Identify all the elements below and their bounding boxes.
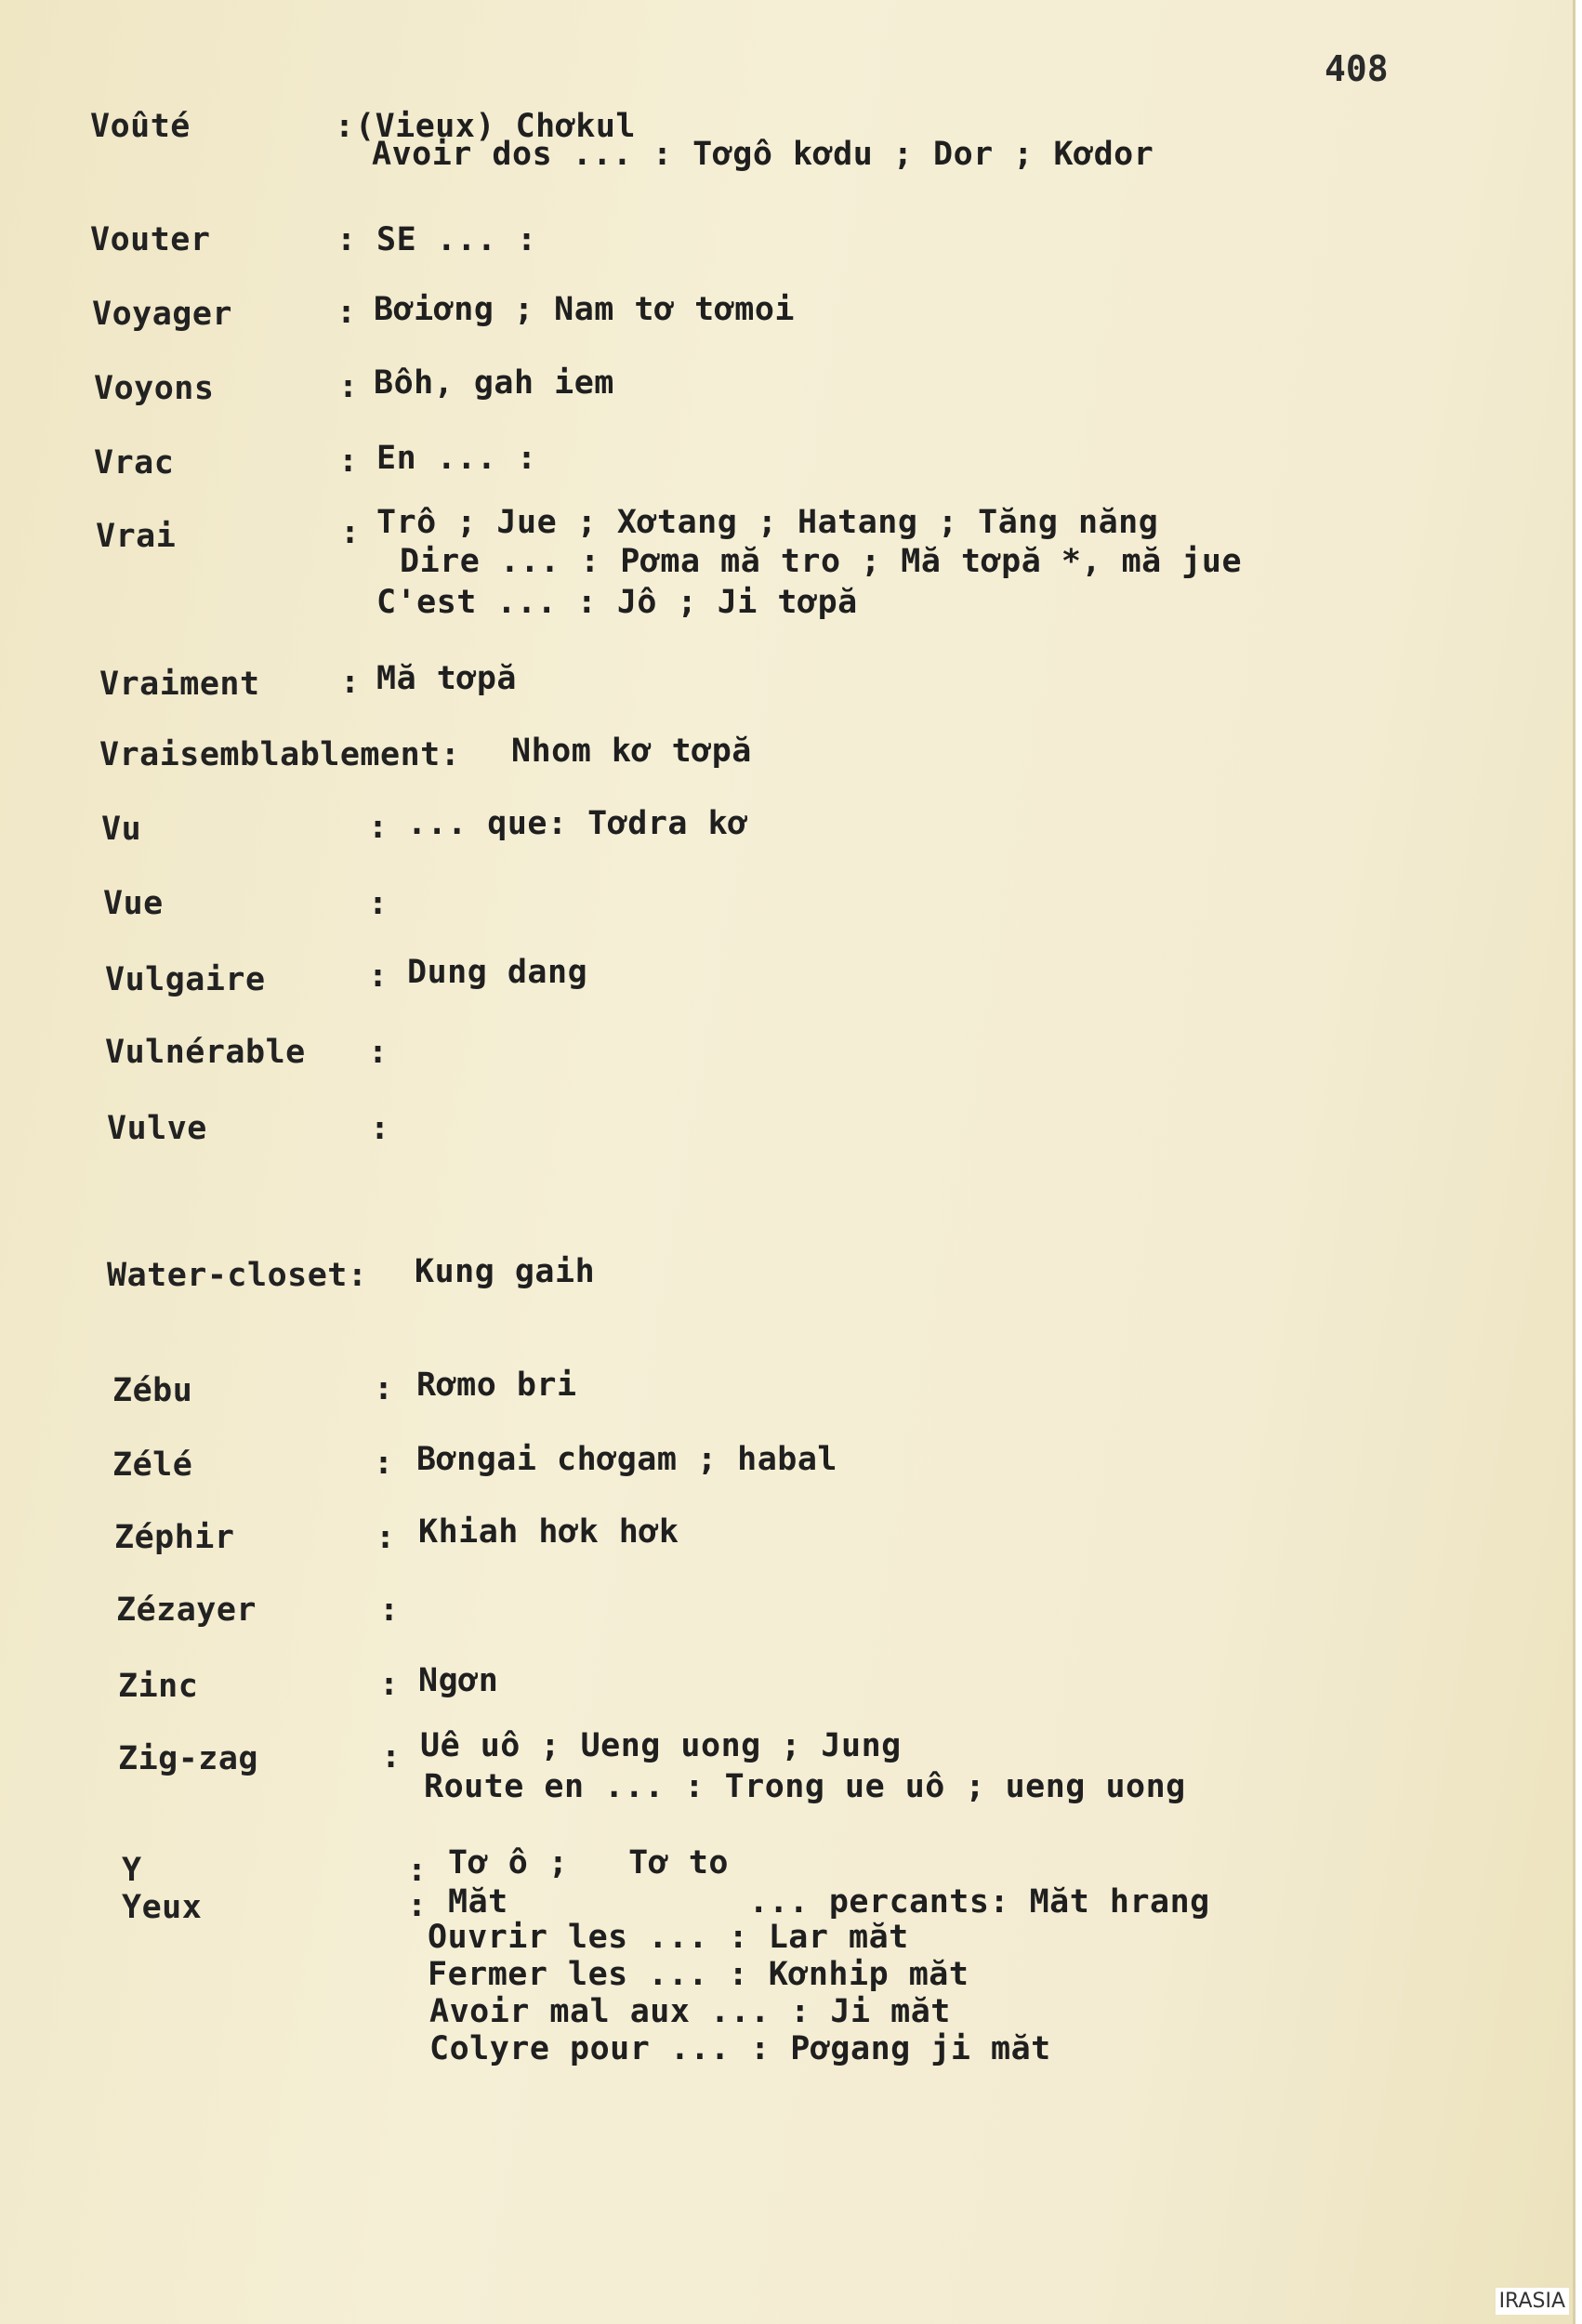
entry-term-zinc: Zinc xyxy=(118,1668,199,1705)
entry-separator: : xyxy=(368,957,389,995)
entry-subline: Avoir mal aux ... : Ji măt xyxy=(429,1993,951,2030)
entry-separator: : xyxy=(368,809,389,846)
page-number: 408 xyxy=(1325,48,1389,89)
entry-definition: Rơmo bri xyxy=(416,1367,577,1404)
entry-term-zele: Zélé xyxy=(112,1446,193,1484)
entry-separator: : xyxy=(368,885,389,922)
entry-separator: : xyxy=(379,1591,400,1629)
entry-separator: : xyxy=(374,1445,394,1482)
entry-definition: ... que: Tơdra kơ xyxy=(407,805,748,842)
entry-definition: Ngơn xyxy=(418,1662,499,1699)
entry-definition: Bôh, gah iem xyxy=(374,364,614,402)
entry-separator: : xyxy=(381,1738,402,1776)
entry-separator: : xyxy=(376,1519,396,1556)
entry-separator: : xyxy=(368,1034,389,1071)
entry-term-vrai: Vrai xyxy=(96,518,177,555)
entry-separator: : xyxy=(338,442,359,480)
entry-separator: : xyxy=(338,368,359,405)
entry-term-water-closet: Water-closet: xyxy=(107,1257,368,1294)
entry-definition: Nhom kơ tơpă xyxy=(511,733,752,770)
entry-definition: Mă tơpă xyxy=(376,660,518,697)
entry-separator: : xyxy=(407,1852,428,1889)
entry-definition: Uê uô ; Ueng uong ; Jung xyxy=(420,1727,902,1764)
entry-term-vouter: Vouter xyxy=(90,221,211,258)
entry-separator: : xyxy=(336,294,357,331)
entry-definition: SE ... : xyxy=(376,221,537,258)
entry-term-vrac: Vrac xyxy=(94,444,175,482)
entry-term-zephir: Zéphir xyxy=(114,1519,235,1556)
entry-definition: (Vieux) Chơkul xyxy=(355,108,637,145)
entry-subline: Fermer les ... : Kơnhip măt xyxy=(428,1956,969,1993)
entry-definition: Tơ ô ; Tơ to xyxy=(448,1844,730,1882)
entry-term-vu: Vu xyxy=(101,811,142,848)
entry-term-voyager: Voyager xyxy=(92,296,233,333)
entry-term-voyons: Voyons xyxy=(94,370,215,407)
entry-separator: : xyxy=(340,514,361,551)
entry-separator: : xyxy=(340,664,361,701)
entry-term-vulgaire: Vulgaire xyxy=(105,961,266,998)
entry-subline: Avoir dos ... : Tơgô kơdu ; Dor ; Kơdor xyxy=(372,136,1154,173)
entry-term-zezayer: Zézayer xyxy=(116,1591,257,1629)
entry-term-zig-zag: Zig-zag xyxy=(118,1740,259,1777)
watermark: IRASIA xyxy=(1496,2288,1569,2315)
entry-separator: : xyxy=(370,1110,390,1147)
entry-term-vue: Vue xyxy=(103,885,164,922)
entry-definition: En ... : xyxy=(376,440,537,477)
entry-term-yeux: Yeux xyxy=(122,1889,203,1926)
entry-term-vraisemblablement: Vraisemblablement: xyxy=(99,736,461,773)
entry-subline: Dire ... : Pơma mă tro ; Mă tơpă *, mă jue xyxy=(400,543,1243,580)
entry-term-vulve: Vulve xyxy=(107,1110,207,1147)
entry-separator: : xyxy=(379,1666,400,1703)
entry-subline: C'est ... : Jô ; Ji tơpă xyxy=(376,584,858,621)
entry-definition: Trô ; Jue ; Xơtang ; Hatang ; Tăng năng xyxy=(376,504,1159,541)
entry-definition: Khiah hơk hơk xyxy=(418,1513,679,1551)
entry-definition: Kung gaih xyxy=(415,1253,596,1290)
entry-term-vulnerable: Vulnérable xyxy=(105,1034,306,1071)
entry-term-voute: Voûté xyxy=(90,108,191,145)
entry-subline: Route en ... : Trong ue uô ; ueng uong xyxy=(424,1768,1186,1805)
entry-definition: Bơiơng ; Nam tơ tơmoi xyxy=(374,291,796,328)
entry-definition: Bơngai chơgam ; habal xyxy=(416,1441,838,1478)
entry-subline: Ouvrir les ... : Lar măt xyxy=(428,1919,909,1956)
entry-term-vraiment: Vraiment xyxy=(99,666,260,703)
entry-definition: Măt ... percants: Măt hrang xyxy=(448,1883,1210,1921)
entry-definition: Dung dang xyxy=(407,954,588,991)
entry-subline: Colyre pour ... : Pơgang ji măt xyxy=(429,2030,1051,2067)
entry-term-zebu: Zébu xyxy=(112,1372,193,1409)
entry-term-y: Y xyxy=(122,1852,142,1889)
entry-separator: : xyxy=(335,108,355,145)
entry-separator: : xyxy=(374,1370,394,1407)
entry-separator: : xyxy=(407,1887,428,1924)
entry-separator: : xyxy=(336,221,357,258)
